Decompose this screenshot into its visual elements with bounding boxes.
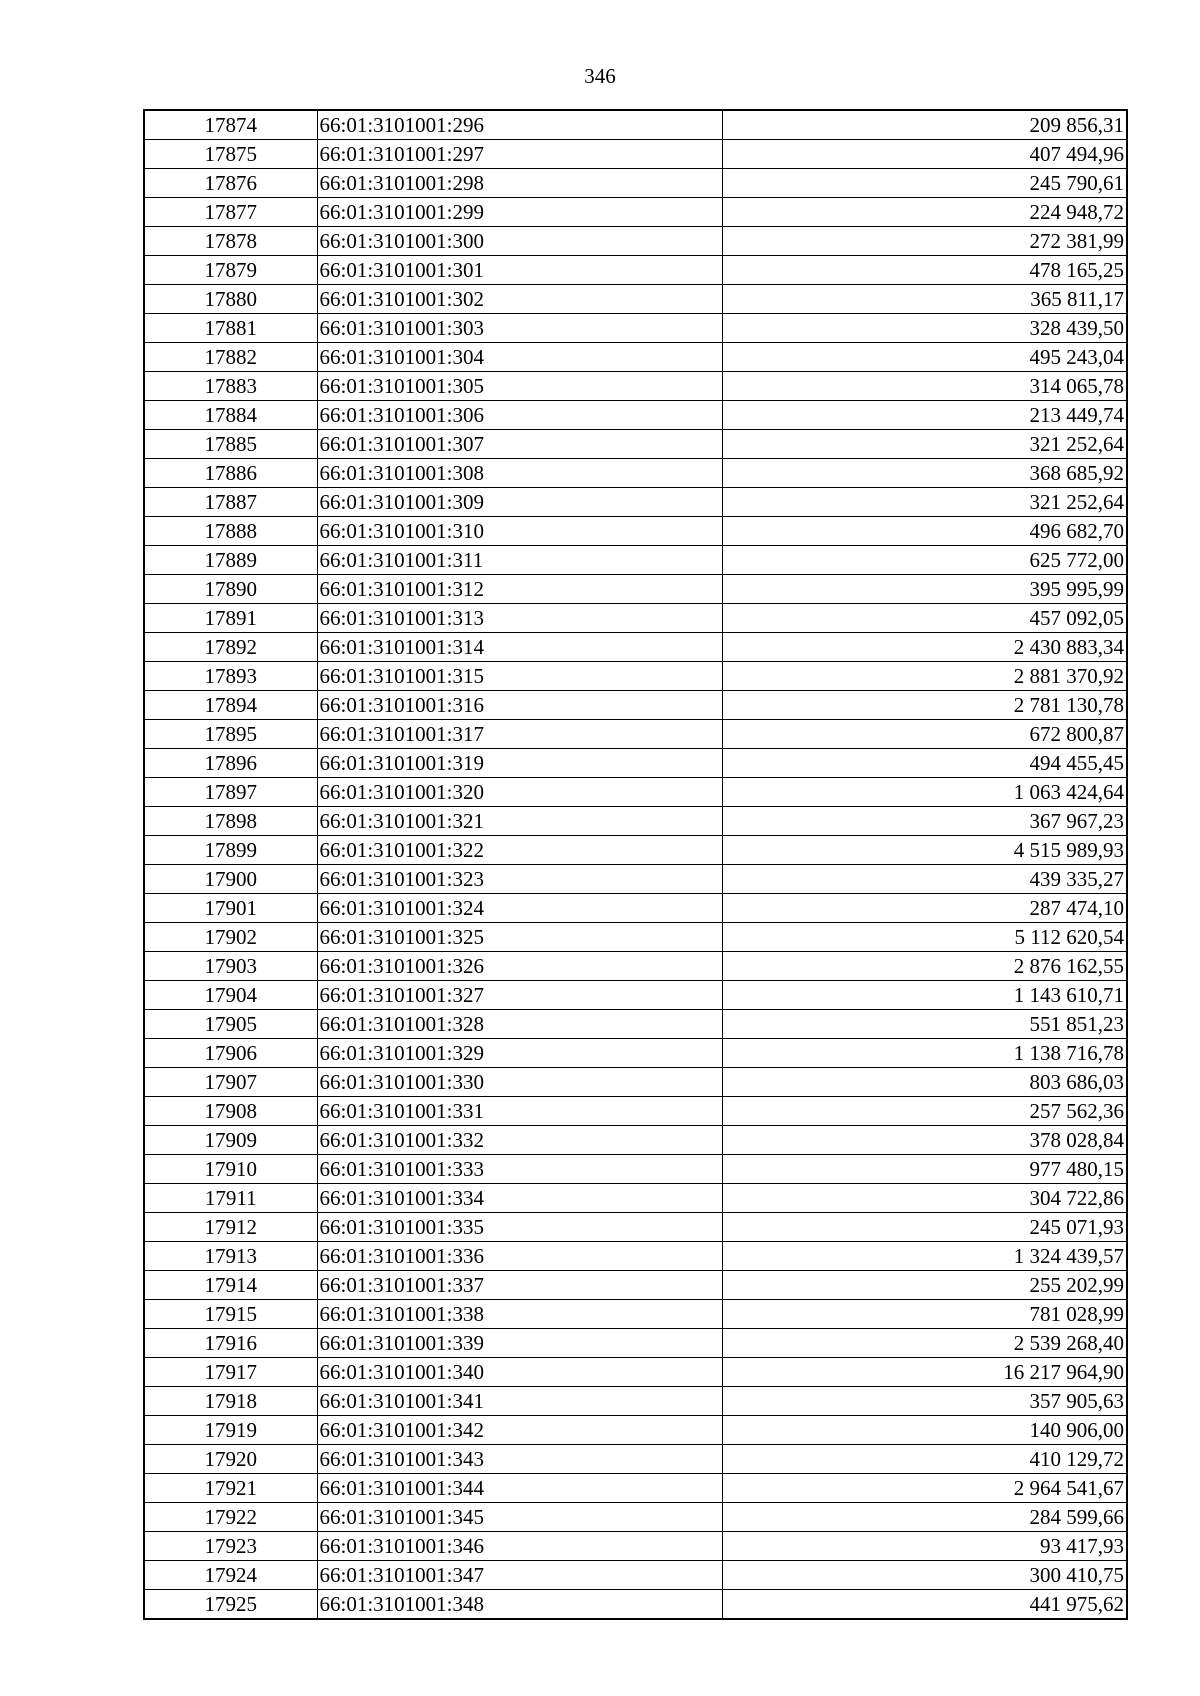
row-number-cell: 17878 [144, 227, 317, 256]
cadastral-value-cell: 257 562,36 [722, 1097, 1127, 1126]
row-number-cell: 17900 [144, 865, 317, 894]
row-number-cell: 17919 [144, 1416, 317, 1445]
table-row [144, 691, 1127, 720]
table-row [144, 1126, 1127, 1155]
row-number-cell: 17912 [144, 1213, 317, 1242]
cadastral-value-cell: 441 975,62 [722, 1590, 1127, 1620]
table-row [144, 430, 1127, 459]
table-row [144, 1068, 1127, 1097]
table-row [144, 807, 1127, 836]
table-row [144, 1474, 1127, 1503]
cadastral-value-cell: 2 964 541,67 [722, 1474, 1127, 1503]
cadastral-number-cell: 66:01:3101001:326 [317, 952, 722, 981]
table-row [144, 749, 1127, 778]
cadastral-number-cell: 66:01:3101001:319 [317, 749, 722, 778]
table-row [144, 575, 1127, 604]
cadastral-value-cell: 304 722,86 [722, 1184, 1127, 1213]
cadastral-number-cell: 66:01:3101001:336 [317, 1242, 722, 1271]
cadastral-number-cell: 66:01:3101001:305 [317, 372, 722, 401]
table-row [144, 169, 1127, 198]
table-row [144, 865, 1127, 894]
table-row [144, 256, 1127, 285]
row-number-cell: 17911 [144, 1184, 317, 1213]
cadastral-number-cell: 66:01:3101001:321 [317, 807, 722, 836]
cadastral-value-cell: 1 063 424,64 [722, 778, 1127, 807]
table-row [144, 1271, 1127, 1300]
table-row [144, 198, 1127, 227]
cadastral-number-cell: 66:01:3101001:314 [317, 633, 722, 662]
row-number-cell: 17907 [144, 1068, 317, 1097]
table-row [144, 343, 1127, 372]
cadastral-value-cell: 2 539 268,40 [722, 1329, 1127, 1358]
cadastral-number-cell: 66:01:3101001:346 [317, 1532, 722, 1561]
cadastral-value-cell: 209 856,31 [722, 110, 1127, 140]
row-number-cell: 17902 [144, 923, 317, 952]
table-row [144, 517, 1127, 546]
cadastral-value-cell: 328 439,50 [722, 314, 1127, 343]
row-number-cell: 17875 [144, 140, 317, 169]
cadastral-number-cell: 66:01:3101001:300 [317, 227, 722, 256]
row-number-cell: 17921 [144, 1474, 317, 1503]
cadastral-number-cell: 66:01:3101001:327 [317, 981, 722, 1010]
cadastral-number-cell: 66:01:3101001:309 [317, 488, 722, 517]
cadastral-number-cell: 66:01:3101001:297 [317, 140, 722, 169]
row-number-cell: 17918 [144, 1387, 317, 1416]
cadastral-value-cell: 551 851,23 [722, 1010, 1127, 1039]
cadastral-value-cell: 803 686,03 [722, 1068, 1127, 1097]
table-row [144, 1155, 1127, 1184]
row-number-cell: 17920 [144, 1445, 317, 1474]
cadastral-number-cell: 66:01:3101001:339 [317, 1329, 722, 1358]
table-row [144, 1329, 1127, 1358]
cadastral-value-cell: 625 772,00 [722, 546, 1127, 575]
table-row [144, 1213, 1127, 1242]
cadastral-value-cell: 395 995,99 [722, 575, 1127, 604]
cadastral-number-cell: 66:01:3101001:320 [317, 778, 722, 807]
row-number-cell: 17922 [144, 1503, 317, 1532]
row-number-cell: 17890 [144, 575, 317, 604]
cadastral-value-cell: 2 430 883,34 [722, 633, 1127, 662]
row-number-cell: 17914 [144, 1271, 317, 1300]
row-number-cell: 17881 [144, 314, 317, 343]
cadastral-number-cell: 66:01:3101001:334 [317, 1184, 722, 1213]
cadastral-number-cell: 66:01:3101001:345 [317, 1503, 722, 1532]
cadastral-value-cell: 410 129,72 [722, 1445, 1127, 1474]
cadastral-number-cell: 66:01:3101001:303 [317, 314, 722, 343]
cadastral-value-cell: 2 876 162,55 [722, 952, 1127, 981]
table-row [144, 314, 1127, 343]
cadastral-value-cell: 2 881 370,92 [722, 662, 1127, 691]
cadastral-value-cell: 255 202,99 [722, 1271, 1127, 1300]
table-row [144, 836, 1127, 865]
row-number-cell: 17917 [144, 1358, 317, 1387]
cadastral-number-cell: 66:01:3101001:329 [317, 1039, 722, 1068]
table-row [144, 1358, 1127, 1387]
cadastral-value-cell: 140 906,00 [722, 1416, 1127, 1445]
cadastral-number-cell: 66:01:3101001:299 [317, 198, 722, 227]
row-number-cell: 17925 [144, 1590, 317, 1620]
table-row [144, 1561, 1127, 1590]
cadastral-number-cell: 66:01:3101001:328 [317, 1010, 722, 1039]
row-number-cell: 17923 [144, 1532, 317, 1561]
cadastral-value-cell: 93 417,93 [722, 1532, 1127, 1561]
row-number-cell: 17884 [144, 401, 317, 430]
table-row [144, 546, 1127, 575]
cadastral-value-cell: 314 065,78 [722, 372, 1127, 401]
row-number-cell: 17901 [144, 894, 317, 923]
table-row [144, 662, 1127, 691]
cadastral-number-cell: 66:01:3101001:330 [317, 1068, 722, 1097]
row-number-cell: 17886 [144, 459, 317, 488]
row-number-cell: 17909 [144, 1126, 317, 1155]
cadastral-value-cell: 439 335,27 [722, 865, 1127, 894]
cadastral-number-cell: 66:01:3101001:306 [317, 401, 722, 430]
table-row [144, 285, 1127, 314]
cadastral-value-cell: 495 243,04 [722, 343, 1127, 372]
row-number-cell: 17888 [144, 517, 317, 546]
cadastral-number-cell: 66:01:3101001:342 [317, 1416, 722, 1445]
row-number-cell: 17885 [144, 430, 317, 459]
cadastral-number-cell: 66:01:3101001:325 [317, 923, 722, 952]
cadastral-value-cell: 494 455,45 [722, 749, 1127, 778]
table-row [144, 1242, 1127, 1271]
table-row [144, 952, 1127, 981]
cadastral-value-cell: 1 143 610,71 [722, 981, 1127, 1010]
row-number-cell: 17897 [144, 778, 317, 807]
cadastral-number-cell: 66:01:3101001:313 [317, 604, 722, 633]
cadastral-number-cell: 66:01:3101001:310 [317, 517, 722, 546]
cadastral-number-cell: 66:01:3101001:347 [317, 1561, 722, 1590]
row-number-cell: 17898 [144, 807, 317, 836]
row-number-cell: 17899 [144, 836, 317, 865]
cadastral-number-cell: 66:01:3101001:343 [317, 1445, 722, 1474]
table-row [144, 1010, 1127, 1039]
row-number-cell: 17910 [144, 1155, 317, 1184]
cadastral-value-cell: 365 811,17 [722, 285, 1127, 314]
table-row [144, 1445, 1127, 1474]
row-number-cell: 17894 [144, 691, 317, 720]
table-row [144, 372, 1127, 401]
cadastral-value-cell: 457 092,05 [722, 604, 1127, 633]
table-row [144, 1387, 1127, 1416]
cadastral-number-cell: 66:01:3101001:315 [317, 662, 722, 691]
row-number-cell: 17904 [144, 981, 317, 1010]
cadastral-value-cell: 1 138 716,78 [722, 1039, 1127, 1068]
cadastral-number-cell: 66:01:3101001:335 [317, 1213, 722, 1242]
row-number-cell: 17916 [144, 1329, 317, 1358]
row-number-cell: 17906 [144, 1039, 317, 1068]
table-row [144, 720, 1127, 749]
cadastral-number-cell: 66:01:3101001:304 [317, 343, 722, 372]
cadastral-value-cell: 224 948,72 [722, 198, 1127, 227]
cadastral-number-cell: 66:01:3101001:332 [317, 1126, 722, 1155]
cadastral-number-cell: 66:01:3101001:298 [317, 169, 722, 198]
table-row [144, 1184, 1127, 1213]
row-number-cell: 17880 [144, 285, 317, 314]
cadastral-number-cell: 66:01:3101001:344 [317, 1474, 722, 1503]
table-row [144, 981, 1127, 1010]
cadastral-number-cell: 66:01:3101001:312 [317, 575, 722, 604]
cadastral-number-cell: 66:01:3101001:311 [317, 546, 722, 575]
cadastral-number-cell: 66:01:3101001:324 [317, 894, 722, 923]
cadastral-number-cell: 66:01:3101001:323 [317, 865, 722, 894]
cadastral-number-cell: 66:01:3101001:302 [317, 285, 722, 314]
cadastral-number-cell: 66:01:3101001:331 [317, 1097, 722, 1126]
cadastral-value-cell: 16 217 964,90 [722, 1358, 1127, 1387]
cadastral-value-cell: 4 515 989,93 [722, 836, 1127, 865]
cadastral-value-cell: 378 028,84 [722, 1126, 1127, 1155]
cadastral-number-cell: 66:01:3101001:308 [317, 459, 722, 488]
cadastral-number-cell: 66:01:3101001:348 [317, 1590, 722, 1620]
table-row [144, 1503, 1127, 1532]
row-number-cell: 17876 [144, 169, 317, 198]
cadastral-value-cell: 287 474,10 [722, 894, 1127, 923]
cadastral-number-cell: 66:01:3101001:333 [317, 1155, 722, 1184]
table-row [144, 110, 1127, 140]
table-row [144, 1300, 1127, 1329]
row-number-cell: 17891 [144, 604, 317, 633]
row-number-cell: 17874 [144, 110, 317, 140]
row-number-cell: 17915 [144, 1300, 317, 1329]
table-row [144, 604, 1127, 633]
cadastral-number-cell: 66:01:3101001:296 [317, 110, 722, 140]
table-row [144, 633, 1127, 662]
row-number-cell: 17913 [144, 1242, 317, 1271]
row-number-cell: 17883 [144, 372, 317, 401]
cadastral-number-cell: 66:01:3101001:317 [317, 720, 722, 749]
cadastral-number-cell: 66:01:3101001:337 [317, 1271, 722, 1300]
cadastral-value-cell: 300 410,75 [722, 1561, 1127, 1590]
cadastral-value-cell: 245 071,93 [722, 1213, 1127, 1242]
cadastral-number-cell: 66:01:3101001:340 [317, 1358, 722, 1387]
cadastral-number-cell: 66:01:3101001:307 [317, 430, 722, 459]
table-row [144, 1039, 1127, 1068]
cadastral-value-cell: 672 800,87 [722, 720, 1127, 749]
cadastral-value-cell: 2 781 130,78 [722, 691, 1127, 720]
cadastral-value-cell: 357 905,63 [722, 1387, 1127, 1416]
cadastral-number-cell: 66:01:3101001:338 [317, 1300, 722, 1329]
row-number-cell: 17924 [144, 1561, 317, 1590]
cadastral-value-cell: 213 449,74 [722, 401, 1127, 430]
table-row [144, 894, 1127, 923]
row-number-cell: 17887 [144, 488, 317, 517]
row-number-cell: 17905 [144, 1010, 317, 1039]
row-number-cell: 17908 [144, 1097, 317, 1126]
cadastral-value-cell: 367 967,23 [722, 807, 1127, 836]
cadastral-value-cell: 368 685,92 [722, 459, 1127, 488]
cadastral-value-cell: 245 790,61 [722, 169, 1127, 198]
row-number-cell: 17892 [144, 633, 317, 662]
table-row [144, 488, 1127, 517]
table-row [144, 140, 1127, 169]
cadastral-number-cell: 66:01:3101001:316 [317, 691, 722, 720]
cadastral-number-cell: 66:01:3101001:322 [317, 836, 722, 865]
row-number-cell: 17877 [144, 198, 317, 227]
table-row [144, 227, 1127, 256]
cadastral-value-cell: 496 682,70 [722, 517, 1127, 546]
page-number: 346 [584, 64, 616, 88]
cadastral-value-cell: 407 494,96 [722, 140, 1127, 169]
cadastral-value-cell: 478 165,25 [722, 256, 1127, 285]
table-row [144, 459, 1127, 488]
cadastral-value-cell: 321 252,64 [722, 430, 1127, 459]
row-number-cell: 17879 [144, 256, 317, 285]
table-body [144, 110, 1127, 1619]
cadastral-value-cell: 284 599,66 [722, 1503, 1127, 1532]
cadastral-number-cell: 66:01:3101001:301 [317, 256, 722, 285]
row-number-cell: 17895 [144, 720, 317, 749]
cadastral-value-cell: 5 112 620,54 [722, 923, 1127, 952]
table-row [144, 1590, 1127, 1620]
cadastral-value-cell: 321 252,64 [722, 488, 1127, 517]
table-row [144, 778, 1127, 807]
cadastral-value-table [143, 109, 1128, 1620]
row-number-cell: 17896 [144, 749, 317, 778]
row-number-cell: 17889 [144, 546, 317, 575]
row-number-cell: 17882 [144, 343, 317, 372]
cadastral-value-cell: 272 381,99 [722, 227, 1127, 256]
cadastral-value-cell: 977 480,15 [722, 1155, 1127, 1184]
table-row [144, 1416, 1127, 1445]
table-row [144, 923, 1127, 952]
row-number-cell: 17893 [144, 662, 317, 691]
table-row [144, 1532, 1127, 1561]
row-number-cell: 17903 [144, 952, 317, 981]
table-row [144, 401, 1127, 430]
cadastral-number-cell: 66:01:3101001:341 [317, 1387, 722, 1416]
cadastral-value-cell: 1 324 439,57 [722, 1242, 1127, 1271]
cadastral-value-cell: 781 028,99 [722, 1300, 1127, 1329]
table-row [144, 1097, 1127, 1126]
